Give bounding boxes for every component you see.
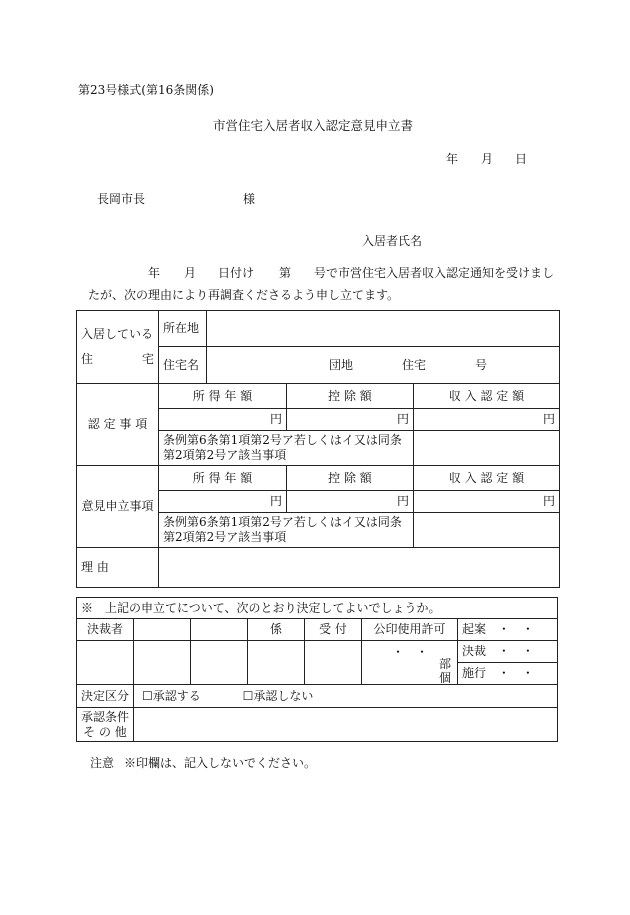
intro-month: 月 xyxy=(184,266,197,280)
reason-field[interactable] xyxy=(159,548,560,588)
kian-cell xyxy=(458,619,558,641)
objection-label: 意見申立事項 xyxy=(77,466,159,548)
address-label: 所在地 xyxy=(159,311,207,347)
public-seal-dots: ・ ・ xyxy=(392,645,429,659)
approver-seal-1 xyxy=(134,619,191,641)
residence-label-taku: 宅 xyxy=(141,352,154,366)
office-note: ※ 上記の申立てについて、次のとおり決定してよいでしょうか。 xyxy=(77,598,558,619)
kakari-seal xyxy=(248,641,305,685)
footer-caution: 注意 xyxy=(90,756,115,770)
kakari-label: 係 xyxy=(248,619,305,641)
shiko-dots: ・ ・ xyxy=(497,666,534,680)
objection-table xyxy=(76,310,560,588)
certified-amount-yen[interactable]: 円 xyxy=(414,409,560,431)
danchi-label: 団地 xyxy=(329,358,354,372)
approver-label: 決裁者 xyxy=(77,619,134,641)
footer-note: ※印欄は、記入しないでください。 xyxy=(124,756,317,770)
addressee-name: 長岡市長 xyxy=(97,192,146,206)
objection-income-yen[interactable]: 円 xyxy=(159,491,287,513)
approver-seal-3 xyxy=(77,641,134,685)
decision-options xyxy=(134,685,558,708)
objection-col-deduction: 控 除 額 xyxy=(287,466,414,491)
conditions-label-1: 承認条件 xyxy=(81,709,130,724)
form-number: 第23号様式(第16条関係) xyxy=(78,83,214,97)
objection-amount-yen[interactable]: 円 xyxy=(414,491,560,513)
kian-label: 起案 xyxy=(462,622,487,636)
kessai-cell xyxy=(458,641,558,663)
uketsuke-label: 受 付 xyxy=(305,619,362,641)
date-year: 年 xyxy=(446,152,459,166)
reason-label-cell xyxy=(77,548,159,588)
housing-name-field[interactable] xyxy=(207,347,560,384)
go-label: 号 xyxy=(475,358,488,372)
reason-label: 理 由 xyxy=(81,560,109,574)
certified-col-income: 所 得 年 額 xyxy=(159,384,287,409)
uketsuke-seal xyxy=(305,641,362,685)
addressee-suffix: 様 xyxy=(243,192,256,206)
reject-checkbox[interactable]: ☐承認しない xyxy=(242,688,314,703)
applicant-name-label: 入居者氏名 xyxy=(362,234,423,248)
certified-deduction-yen[interactable]: 円 xyxy=(287,409,414,431)
residence-label-ju: 住 xyxy=(81,352,94,366)
date-day: 日 xyxy=(515,152,528,166)
certified-income-yen[interactable]: 円 xyxy=(159,409,287,431)
date-month: 月 xyxy=(481,152,494,166)
certified-label: 認 定 事 項 xyxy=(77,384,159,466)
kessai-dots: ・ ・ xyxy=(497,644,534,658)
conditions-field[interactable] xyxy=(134,708,558,742)
public-seal-cell xyxy=(362,641,458,685)
residence-label-cell xyxy=(77,311,159,384)
decision-label: 決定区分 xyxy=(77,685,134,708)
approver-seal-2 xyxy=(191,619,248,641)
conditions-label-cell xyxy=(77,708,134,742)
bu-label: 部 xyxy=(439,657,452,671)
objection-clause: 条例第6条第1項第2号ア若しくはイ又は同条第2項第2号ア該当事項 xyxy=(159,513,414,548)
certified-clause: 条例第6条第1項第2号ア若しくはイ又は同条第2項第2号ア該当事項 xyxy=(159,431,414,466)
intro-line2: たが、次の理由により再調査くださるよう申し立てます。 xyxy=(88,288,400,302)
objection-col-certified: 収 入 認 定 額 xyxy=(414,466,560,491)
intro-line1-rest: 号で市営住宅入居者収入認定通知を受けまし xyxy=(314,266,555,280)
shiko-cell xyxy=(458,663,558,685)
objection-col-income: 所 得 年 額 xyxy=(159,466,287,491)
certified-col-certified: 収 入 認 定 額 xyxy=(414,384,560,409)
jutaku-label: 住宅 xyxy=(402,358,427,372)
residence-label-line1: 入居している xyxy=(81,327,154,341)
office-use-table xyxy=(76,597,558,742)
form-title: 市営住宅入居者収入認定意見申立書 xyxy=(213,118,414,133)
shiko-label: 施行 xyxy=(462,666,487,680)
ko-label: 個 xyxy=(439,671,452,685)
address-field[interactable] xyxy=(207,311,560,347)
kian-dots: ・ ・ xyxy=(497,622,534,636)
intro-dai: 第 xyxy=(279,266,292,280)
certified-clause-field[interactable] xyxy=(414,431,560,466)
public-seal-label: 公印使用許可 xyxy=(362,619,458,641)
approver-seal-5 xyxy=(191,641,248,685)
conditions-label-2: そ の 他 xyxy=(83,724,127,739)
objection-clause-field[interactable] xyxy=(414,513,560,548)
housing-name-label: 住宅名 xyxy=(159,347,207,384)
approver-seal-4 xyxy=(134,641,191,685)
certified-col-deduction: 控 除 額 xyxy=(287,384,414,409)
intro-year: 年 xyxy=(148,266,161,280)
intro-day-attached: 日付け xyxy=(218,266,255,280)
kessai-label: 決裁 xyxy=(462,644,487,658)
objection-deduction-yen[interactable]: 円 xyxy=(287,491,414,513)
approve-checkbox[interactable]: ☐承認する xyxy=(142,688,201,703)
